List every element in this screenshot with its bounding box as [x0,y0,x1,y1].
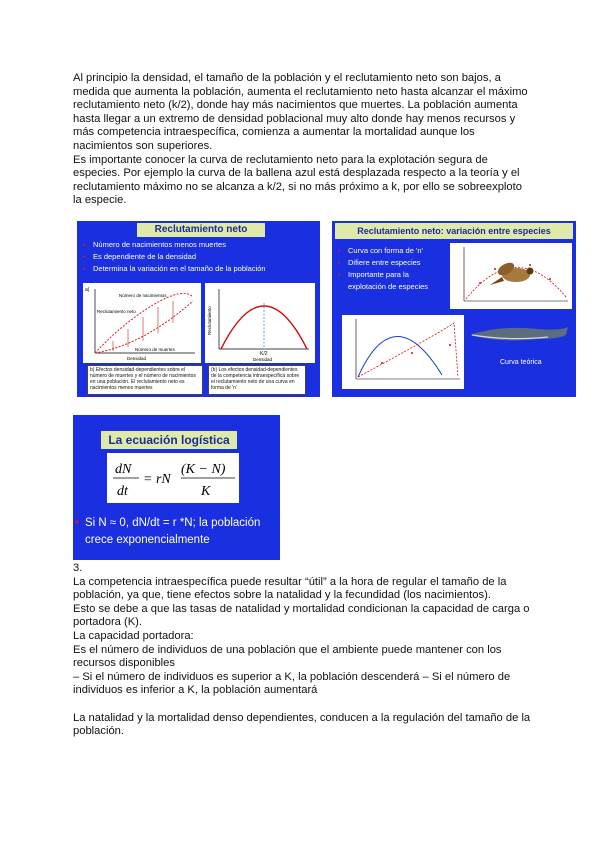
recruitment-curve-graph [205,283,315,363]
paragraph-importancia: Es importante conocer la curva de reclutamiento neto para la explotación segura de especies. Por ejemplo la curva de la ballena azul está desplazada respecto a la teoría y el reclutamiento máximo no se alcanza a k/2, si no más próximo a k, por ello se sobreexploto la especie. [73,153,522,207]
density-xlabel: Densidad [253,357,273,362]
blank-line [73,698,533,712]
formula-frac-num: (K − N) [181,462,226,477]
paragraph-capacidad-titulo: La capacidad portadora: [73,629,194,642]
theoretical-curve-label: Curva teórica [500,359,542,366]
formula-frac-den: K [201,484,211,499]
caption-recruitment: (b) Los efectos densidad-dependientes de la competencia intraespecífica sobre el reclutamiento neto de una curva en forma de 'n' [208,365,306,395]
paragraph-reclutamiento: Al principio la densidad, el tamaño de la población y el reclutamiento neto son bajos, a medida que aumenta la población, aumenta el reclutamiento neto hasta alcanzar el máximo reclutamiento neto (k/2), donde hay más nacimientos que muertes. La población aumenta hasta llegar a un extremo de densidad poblacional muy alto donde hay menos recursos y más competencia intraespecífica, comienza a aumentar la mortalidad aunque los nacimientos son superiores. [73,72,528,152]
bird-recruitment-chart [450,243,572,309]
births-deaths-graph [83,283,201,363]
intro-text [73,72,533,208]
slide2-bullet-list [338,245,438,293]
logistic-formula [107,453,239,503]
bird-recruitment-graph [450,243,572,309]
formula-rhs-prefix: = rN [143,472,171,487]
whale-recruitment-graph [342,315,464,389]
births-label: Número de nacimientos [119,293,167,298]
paragraph-capacidad-casos: – Si el número de individuos es superior a K, la población descenderá – Si el número de individuos es inferior a K, la población aumentará [73,670,511,697]
slide-variacion-especies [332,221,576,397]
graph-a-label: a) [85,287,90,293]
slide1-bullet-list [83,239,313,275]
caption-births-deaths: b) Efectos densidad-dependientes sobre el número de muertes y el número de nacimientos en una población. El reclutamiento neto es nacimientos menos muertes [87,365,203,395]
paragraph-conclusion: La natalidad y la mortalidad denso dependientes, conducen a la regulación del tamaño de la población. [73,711,531,738]
slide1-bullet: • Número de nacimientos menos muertes [83,239,313,251]
paragraph-tasas: Esto se debe a que las tasas de natalidad y mortalidad condicionan la capacidad de carga o portadora (K). [73,602,530,629]
slide3-title: La ecuación logística [101,431,237,449]
whale-recruitment-chart [342,315,464,389]
density-label: Densidad [127,356,147,361]
slide-reclutamiento-neto [77,221,320,397]
deaths-label: Número de muertes [135,347,175,352]
k2-label: K/2 [260,351,268,357]
formula-lhs-num: dN [115,462,132,477]
net-label: Reclutamiento neto [97,309,136,314]
section-number: 3. [73,562,83,574]
slide2-bullet: • Curva con forma de 'n' [338,245,438,257]
births-deaths-chart [83,283,201,363]
logistic-formula-render [107,453,239,503]
slide3-bullet-list [75,515,279,549]
whale-illustration [468,321,572,347]
recruitment-curve-chart [205,283,315,363]
slide1-bullet: • Determina la variación en el tamaño de la población [83,263,313,275]
slide2-title: Reclutamiento neto: variación entre especies [335,223,573,239]
slide2-bullet: • Importante para la explotación de especies [338,269,438,293]
recruitment-ylabel: Reclutamiento [207,306,212,335]
slide-ecuacion-logistica [73,415,280,560]
slide3-bullet: • Si N ≈ 0, dN/dt = r *N; la población crece exponencialmente [75,515,279,549]
slide2-bullet: • Difiere entre especies [338,257,438,269]
paragraph-competencia: La competencia intraespecífica puede resultar “útil” a la hora de regular el tamaño de la población, ya que, tiene efectos sobre la natalidad y la fecundidad (los nacimientos). [73,575,507,602]
slide1-title: Reclutamiento neto [137,223,265,237]
formula-lhs-den: dt [117,484,128,499]
paragraph-capacidad-definicion: Es el número de individuos de una población que el ambiente puede mantener con los recursos disponibles [73,643,502,670]
slide1-bullet: • Es dependiente de la densidad [83,251,313,263]
section-3-text [73,562,533,739]
